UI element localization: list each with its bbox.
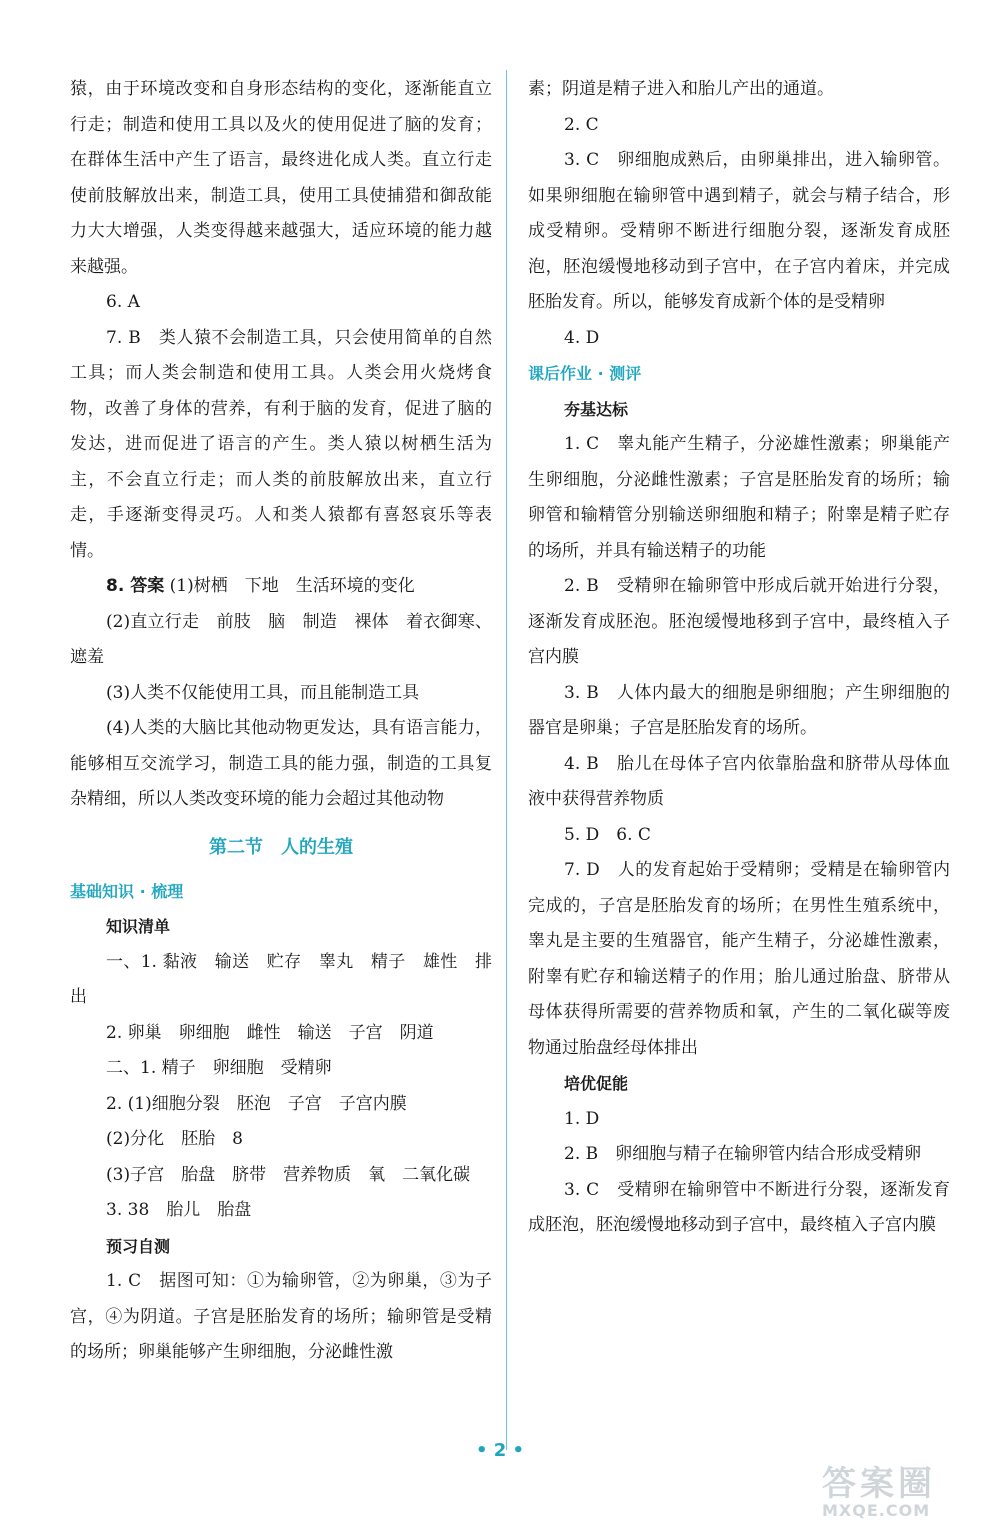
answer-8-part-4: (4)人类的大脑比其他动物更发达，具有语言能力，能够相互交流学习，制造工具的能力强，制造的工具复杂精细，所以人类改变环境的能力会超过其他动物 — [70, 718, 492, 809]
knowledge-item: 2. (1)细胞分裂 胚泡 子宫 子宫内膜 — [106, 1093, 407, 1114]
preview-answer-3: 3. C 卵细胞成熟后，由卵巢排出，进入输卵管。如果卵细胞在输卵管中遇到精子，就会与精子结合，形成受精卵。受精卵不断进行细胞分裂，逐渐发育成胚泡，胚泡缓慢地移动到子宫中，在子宫内着床，并完成胚胎发育。所以，能够发育成新个体的是受精卵 — [528, 150, 950, 312]
advanced-answer-3: 3. C 受精卵在输卵管中不断进行分裂，逐渐发育成胚泡，胚泡缓慢地移动到子宫中，最终植入子宫内膜 — [528, 1179, 950, 1235]
answer-8-label: 8. 答案 — [106, 576, 165, 596]
answer-7: 7. B 类人猿不会制造工具，只会使用简单的自然工具；而人类会制造和使用工具。人类会用火烧烤食物，改善了身体的营养，有利于脑的发育，促进了脑的发达，进而促进了语言的产生。类人猿以树栖生活为主，不会直立行走；而人类的前肢解放出来，直立行走，手逐渐变得灵巧。人和类人猿都有喜怒哀乐等表情。 — [70, 327, 492, 561]
advanced-answer-1: 1. D — [564, 1108, 600, 1129]
subheading-knowledge-list: 知识清单 — [106, 917, 171, 936]
watermark-url: MXQE.COM — [822, 1501, 931, 1520]
subheading-basic-standard: 夯基达标 — [564, 399, 629, 419]
heading-basic-knowledge: 基础知识 · 梳理 — [70, 881, 184, 901]
subheading-advanced: 培优促能 — [564, 1074, 629, 1093]
answer-6: 6. A — [106, 292, 140, 312]
answer-8-part-3: (3)人类不仅能使用工具，而且能制造工具 — [106, 682, 420, 703]
page-number: • 2 • — [475, 1440, 525, 1461]
section-title: 第二节 人的生殖 — [209, 836, 353, 858]
heading-homework: 课后作业 · 测评 — [528, 364, 642, 383]
preview-answer-1: 1. C 据图可知：①为输卵管，②为卵巢，③为子宫，④为阴道。子宫是胚胎发育的场所；输卵管是受精的场所；卵巢能够产生卵细胞，分泌雌性激 — [70, 1271, 492, 1362]
answer-8 — [70, 569, 492, 605]
preview-answer-2: 2. C — [564, 114, 599, 135]
knowledge-item: 二、1. 精子 卵细胞 受精卵 — [106, 1058, 332, 1078]
right-column — [528, 72, 950, 1244]
homework-answer-4: 4. B 胎儿在母体子宫内依靠胎盘和脐带从母体血液中获得营养物质 — [528, 753, 950, 809]
homework-answer-2: 2. B 受精卵在输卵管中形成后就开始进行分裂，逐渐发育成胚泡。胚泡缓慢地移到子宫中，最终植入子宫内膜 — [528, 576, 950, 667]
column-divider — [506, 70, 507, 1450]
homework-answer-3: 3. B 人体内最大的细胞是卵细胞；产生卵细胞的器官是卵巢；子宫是胚胎发育的场所。 — [528, 682, 950, 738]
answer-8-part-1: (1)树栖 下地 生活环境的变化 — [169, 576, 415, 596]
knowledge-item: (2)分化 胚胎 8 — [106, 1129, 243, 1149]
knowledge-item: 3. 38 胎儿 胎盘 — [106, 1200, 252, 1220]
homework-answer-5-6: 5. D 6. C — [564, 824, 651, 845]
advanced-answer-2: 2. B 卵细胞与精子在输卵管内结合形成受精卵 — [564, 1144, 922, 1164]
answer-8-part-2: (2)直立行走 前肢 脑 制造 裸体 着衣御寒、遮羞 — [70, 611, 492, 667]
homework-answer-1: 1. C 睾丸能产生精子，分泌雄性激素；卵巢能产生卵细胞，分泌雌性激素；子宫是胚胎发育的场所；输卵管和输精管分别输送卵细胞和精子；附睾是精子贮存的场所，并具有输送精子的功能 — [528, 434, 950, 561]
knowledge-item: 一、1. 黏液 输送 贮存 睾丸 精子 雄性 排出 — [70, 951, 492, 1007]
preview-answer-1-continued: 素；阴道是精子进入和胎儿产出的通道。 — [528, 79, 834, 99]
knowledge-item: 2. 卵巢 卵细胞 雌性 输送 子宫 阴道 — [106, 1022, 434, 1043]
homework-answer-7: 7. D 人的发育起始于受精卵；受精是在输卵管内完成的，子宫是胚胎发育的场所；在男性生殖系统中，睾丸是主要的生殖器官，能产生精子，分泌雄性激素，附睾有贮存和输送精子的作用；胎儿通过胎盘、脐带从母体获得所需要的营养物质和氧，产生的二氧化碳等废物通过胎盘经母体排出 — [528, 860, 950, 1058]
preview-answer-4: 4. D — [564, 327, 600, 348]
left-column — [70, 72, 492, 1371]
watermark-text: 答案圈 — [822, 1464, 936, 1504]
knowledge-item: (3)子宫 胎盘 脐带 营养物质 氧 二氧化碳 — [106, 1164, 471, 1185]
subheading-preview-test: 预习自测 — [106, 1236, 171, 1256]
intro-paragraph: 猿，由于环境改变和自身形态结构的变化，逐渐能直立行走；制造和使用工具以及火的使用促进了脑的发育；在群体生活中产生了语言，最终进化成人类。直立行走使前肢解放出来，制造工具，使用工具使捕猎和御敌能力大大增强，人类变得越来越强大，适应环境的能力越来越强。 — [70, 79, 492, 277]
watermark-logo — [822, 1466, 972, 1520]
